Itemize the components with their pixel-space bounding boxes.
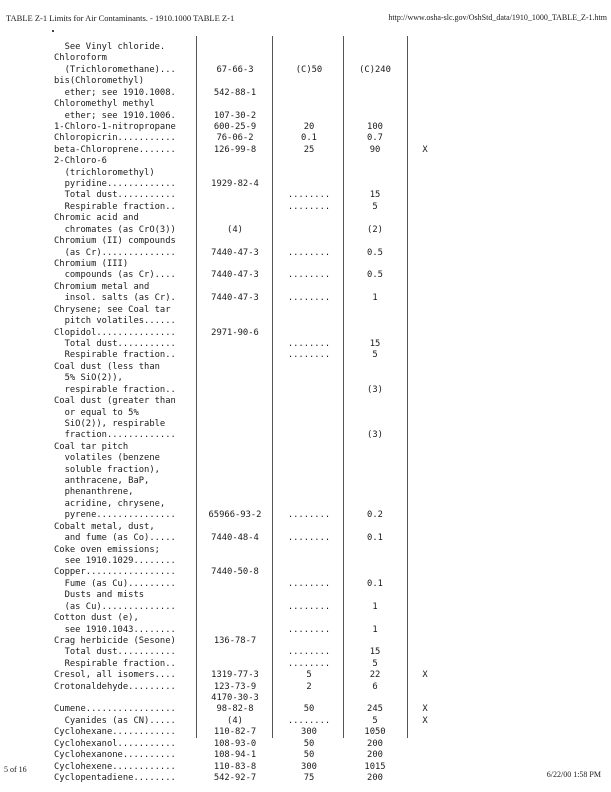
cas-number-cell: 4170-30-3 (211, 693, 259, 704)
table-row (0, 259, 611, 270)
substance-cell: Respirable fraction.. (54, 658, 176, 669)
page-header-title: TABLE Z-1 Limits for Air Contaminants. - 1910.1000 TABLE Z-1 (6, 13, 235, 23)
substance-cell: Cyanides (as CN)..... (54, 715, 176, 726)
table-row (0, 88, 611, 99)
substance-cell: Chromium (II) compounds (54, 236, 176, 247)
table-row (0, 750, 611, 761)
ppm-cell: 50 (303, 738, 315, 749)
substance-cell: Chromic acid and (54, 213, 139, 224)
cas-number-cell: 110-82-7 (213, 727, 257, 738)
table-row (0, 590, 611, 601)
substance-cell: Coke oven emissions; (54, 544, 160, 555)
table-row (0, 636, 611, 647)
substance-cell: (trichloromethyl) (54, 167, 155, 178)
mg-m3-cell: 0.5 (367, 270, 383, 281)
substance-cell: Cyclohexanol........... (54, 738, 176, 749)
mg-m3-cell: 0.1 (367, 533, 383, 544)
table-row (0, 236, 611, 247)
substance-cell: Cyclohexanone.......... (54, 750, 176, 761)
table-row (0, 213, 611, 224)
substance-cell: Cobalt metal, dust, (54, 521, 155, 532)
cas-number-cell: 7440-47-3 (211, 247, 259, 258)
mg-m3-cell: 5 (372, 715, 378, 726)
cas-number-cell: 542-88-1 (213, 87, 257, 98)
mg-m3-cell: (C)240 (359, 64, 391, 75)
cas-number-cell: 7440-47-3 (211, 293, 259, 304)
table-row (0, 111, 611, 122)
cas-number-cell: 136-78-7 (213, 635, 257, 646)
substance-cell: ether; see 1910.1006. (54, 110, 176, 121)
substance-cell: 2-Chloro-6 (54, 156, 107, 167)
table-row (0, 282, 611, 293)
table-row (0, 487, 611, 498)
table-row (0, 682, 611, 693)
substance-cell: anthracene, BaP, (54, 476, 150, 487)
ppm-cell: 300 (301, 727, 317, 738)
substance-cell: see 1910.1029........ (54, 555, 176, 566)
substance-cell: bis(Chloromethyl) (54, 76, 145, 87)
table-row (0, 545, 611, 556)
table-row (0, 225, 611, 236)
mg-m3-cell: 200 (367, 738, 383, 749)
mg-m3-cell: 1 (372, 624, 378, 635)
cas-number-cell: 98-82-8 (216, 704, 254, 715)
skin-designation-cell: X (422, 144, 428, 155)
substance-cell: pitch volatiles...... (54, 316, 176, 327)
mg-m3-cell: 1 (372, 293, 378, 304)
table-row (0, 202, 611, 213)
substance-cell: Total dust........... (54, 338, 176, 349)
cas-number-cell: 108-93-0 (213, 738, 257, 749)
substance-cell: Copper................. (54, 567, 176, 578)
table-row (0, 190, 611, 201)
table-row (0, 293, 611, 304)
table-row (0, 42, 611, 53)
substance-cell: Clopidol............... (54, 327, 176, 338)
cas-number-cell: 76-06-2 (216, 133, 254, 144)
table-row (0, 499, 611, 510)
table-row (0, 385, 611, 396)
mg-m3-cell: 1 (372, 601, 378, 612)
table-row (0, 704, 611, 715)
cas-number-cell: 1929-82-4 (211, 179, 259, 190)
cas-number-cell: 126-99-8 (213, 144, 257, 155)
ppm-cell: ........ (287, 338, 331, 349)
ppm-cell: 0.1 (301, 133, 317, 144)
substance-cell: Chromium (III) (54, 259, 129, 270)
cas-number-cell: 108-94-1 (213, 750, 257, 761)
table-row (0, 328, 611, 339)
table-row (0, 168, 611, 179)
ppm-cell: ........ (287, 647, 331, 658)
substance-cell: Chromium metal and (54, 281, 150, 292)
skin-designation-cell: X (422, 715, 428, 726)
table-row (0, 408, 611, 419)
substance-cell: Total dust........... (54, 190, 176, 201)
cas-number-cell: (4) (227, 224, 243, 235)
substance-cell: Coal tar pitch (54, 441, 129, 452)
mg-m3-cell: 22 (369, 670, 381, 681)
substance-cell: see 1910.1043........ (54, 624, 176, 635)
table-row (0, 693, 611, 704)
mg-m3-cell: 0.1 (367, 578, 383, 589)
mg-m3-cell: 1015 (364, 761, 386, 772)
table-row (0, 716, 611, 727)
table-row (0, 145, 611, 156)
contaminant-table (0, 42, 611, 784)
ppm-cell: 5 (306, 670, 312, 681)
table-row (0, 453, 611, 464)
table-row (0, 762, 611, 773)
table-row (0, 65, 611, 76)
substance-cell: Crag herbicide (Sesone) (54, 635, 176, 646)
mg-m3-cell: 5 (372, 201, 378, 212)
ppm-cell: ........ (287, 601, 331, 612)
mg-m3-cell: 245 (367, 704, 383, 715)
table-row (0, 647, 611, 658)
table-row (0, 248, 611, 259)
table-row (0, 270, 611, 281)
skin-designation-cell: X (422, 670, 428, 681)
cas-number-cell: 67-66-3 (216, 64, 254, 75)
ppm-cell: 25 (303, 144, 315, 155)
cas-number-cell: 110-83-8 (213, 761, 257, 772)
ppm-cell: 50 (303, 704, 315, 715)
ppm-cell: ........ (287, 190, 331, 201)
cas-number-cell: 7440-50-8 (211, 567, 259, 578)
ppm-cell: (C)50 (295, 64, 323, 75)
mg-m3-cell: 15 (369, 647, 381, 658)
table-row (0, 419, 611, 430)
substance-cell: Fume (as Cu)......... (54, 578, 176, 589)
substance-cell: SiO(2)), respirable (54, 418, 166, 429)
ppm-cell: ........ (287, 350, 331, 361)
table-row (0, 396, 611, 407)
table-row (0, 739, 611, 750)
table-row (0, 179, 611, 190)
substance-cell: Cotton dust (e), (54, 613, 139, 624)
substance-cell: 5% SiO(2)), (54, 373, 123, 384)
substance-cell: Total dust........... (54, 647, 176, 658)
substance-cell: phenanthrene, (54, 487, 134, 498)
mg-m3-cell: (3) (367, 384, 383, 395)
substance-cell: (Trichloromethane)... (54, 64, 176, 75)
table-row (0, 53, 611, 64)
substance-cell: insol. salts (as Cr). (54, 293, 176, 304)
ppm-cell: ........ (287, 293, 331, 304)
table-row (0, 99, 611, 110)
substance-cell: respirable fraction.. (54, 384, 176, 395)
ppm-cell: ........ (287, 658, 331, 669)
table-row (0, 76, 611, 87)
table-row (0, 373, 611, 384)
mg-m3-cell: 0.7 (367, 133, 383, 144)
cas-number-cell: 2971-90-6 (211, 327, 259, 338)
cas-number-cell: 600-25-9 (213, 121, 257, 132)
substance-cell: Dusts and mists (54, 590, 145, 601)
table-row (0, 522, 611, 533)
scan-mark (52, 30, 54, 32)
table-row (0, 773, 611, 784)
table-row (0, 122, 611, 133)
substance-cell: Cumene................. (54, 704, 176, 715)
cas-number-cell: 7440-48-4 (211, 533, 259, 544)
substance-cell: Respirable fraction.. (54, 350, 176, 361)
substance-cell: fraction............. (54, 430, 176, 441)
substance-cell: volatiles (benzene (54, 453, 160, 464)
mg-m3-cell: 15 (369, 338, 381, 349)
table-row (0, 533, 611, 544)
substance-cell: Coal dust (greater than (54, 396, 176, 407)
ppm-cell: ........ (287, 578, 331, 589)
ppm-cell: ........ (287, 247, 331, 258)
substance-cell: Cyclohexane............ (54, 727, 176, 738)
ppm-cell: ........ (287, 270, 331, 281)
ppm-cell: ........ (287, 715, 331, 726)
substance-cell: Chrysene; see Coal tar (54, 304, 171, 315)
ppm-cell: 300 (301, 761, 317, 772)
ppm-cell: 50 (303, 750, 315, 761)
substance-cell: chromates (as CrO(3)) (54, 224, 176, 235)
substance-cell: compounds (as Cr).... (54, 270, 176, 281)
table-row (0, 556, 611, 567)
table-row (0, 670, 611, 681)
mg-m3-cell: 5 (372, 658, 378, 669)
ppm-cell: 20 (303, 121, 315, 132)
mg-m3-cell: (3) (367, 430, 383, 441)
table-row (0, 579, 611, 590)
substance-cell: Cyclohexene............ (54, 761, 176, 772)
mg-m3-cell: 90 (369, 144, 381, 155)
cas-number-cell: (4) (227, 715, 243, 726)
table-row (0, 727, 611, 738)
mg-m3-cell: 200 (367, 773, 383, 783)
ppm-cell: 2 (306, 681, 312, 692)
page-number: 5 of 16 (4, 765, 27, 774)
substance-cell: Coal dust (less than (54, 361, 160, 372)
table-row (0, 567, 611, 578)
skin-designation-cell: X (422, 704, 428, 715)
substance-cell: pyrene............... (54, 510, 176, 521)
table-row (0, 602, 611, 613)
table-row (0, 430, 611, 441)
print-datetime: 6/22/00 1:58 PM (546, 770, 601, 779)
table-row (0, 156, 611, 167)
table-row (0, 350, 611, 361)
table-row (0, 339, 611, 350)
ppm-cell: ........ (287, 533, 331, 544)
mg-m3-cell: (2) (367, 224, 383, 235)
mg-m3-cell: 0.2 (367, 510, 383, 521)
substance-cell: beta-Chloroprene....... (54, 144, 176, 155)
substance-cell: Chloroform (54, 53, 107, 64)
mg-m3-cell: 200 (367, 750, 383, 761)
cas-number-cell: 107-30-2 (213, 110, 257, 121)
table-row (0, 133, 611, 144)
substance-cell: Cyclopentadiene........ (54, 773, 176, 783)
substance-cell: (as Cu).............. (54, 601, 176, 612)
page-header-url[interactable]: http://www.osha-slc.gov/OshStd_data/1910_1000_TABLE_Z-1.htm (388, 13, 607, 22)
substance-cell: Cresol, all isomers.... (54, 670, 176, 681)
substance-cell: Chloromethyl methyl (54, 99, 155, 110)
mg-m3-cell: 15 (369, 190, 381, 201)
substance-cell: pyridine............. (54, 179, 176, 190)
substance-cell: Chloropicrin........... (54, 133, 176, 144)
substance-cell: 1-Chloro-1-nitropropane (54, 121, 176, 132)
mg-m3-cell: 5 (372, 350, 378, 361)
cas-number-cell: 7440-47-3 (211, 270, 259, 281)
ppm-cell: 75 (303, 773, 315, 783)
substance-cell: soluble fraction), (54, 464, 160, 475)
cas-number-cell: 123-73-9 (213, 681, 257, 692)
table-row (0, 510, 611, 521)
substance-cell: and fume (as Co)..... (54, 533, 176, 544)
table-row (0, 476, 611, 487)
table-row (0, 362, 611, 373)
substance-cell: See Vinyl chloride. (54, 42, 166, 52)
table-row (0, 613, 611, 624)
substance-cell: Crotonaldehyde......... (54, 681, 176, 692)
table-row (0, 316, 611, 327)
cas-number-cell: 1319-77-3 (211, 670, 259, 681)
substance-cell: acridine, chrysene, (54, 498, 166, 509)
substance-cell: (as Cr).............. (54, 247, 176, 258)
substance-cell: Respirable fraction.. (54, 201, 176, 212)
ppm-cell: ........ (287, 624, 331, 635)
table-row (0, 625, 611, 636)
substance-cell: or equal to 5% (54, 407, 139, 418)
substance-cell: ether; see 1910.1008. (54, 87, 176, 98)
cas-number-cell: 542-92-7 (213, 773, 257, 783)
mg-m3-cell: 100 (367, 121, 383, 132)
mg-m3-cell: 1050 (364, 727, 386, 738)
table-row (0, 442, 611, 453)
mg-m3-cell: 0.5 (367, 247, 383, 258)
table-row (0, 465, 611, 476)
table-row (0, 305, 611, 316)
cas-number-cell: 65966-93-2 (208, 510, 262, 521)
table-row (0, 659, 611, 670)
mg-m3-cell: 6 (372, 681, 378, 692)
ppm-cell: ........ (287, 201, 331, 212)
ppm-cell: ........ (287, 510, 331, 521)
